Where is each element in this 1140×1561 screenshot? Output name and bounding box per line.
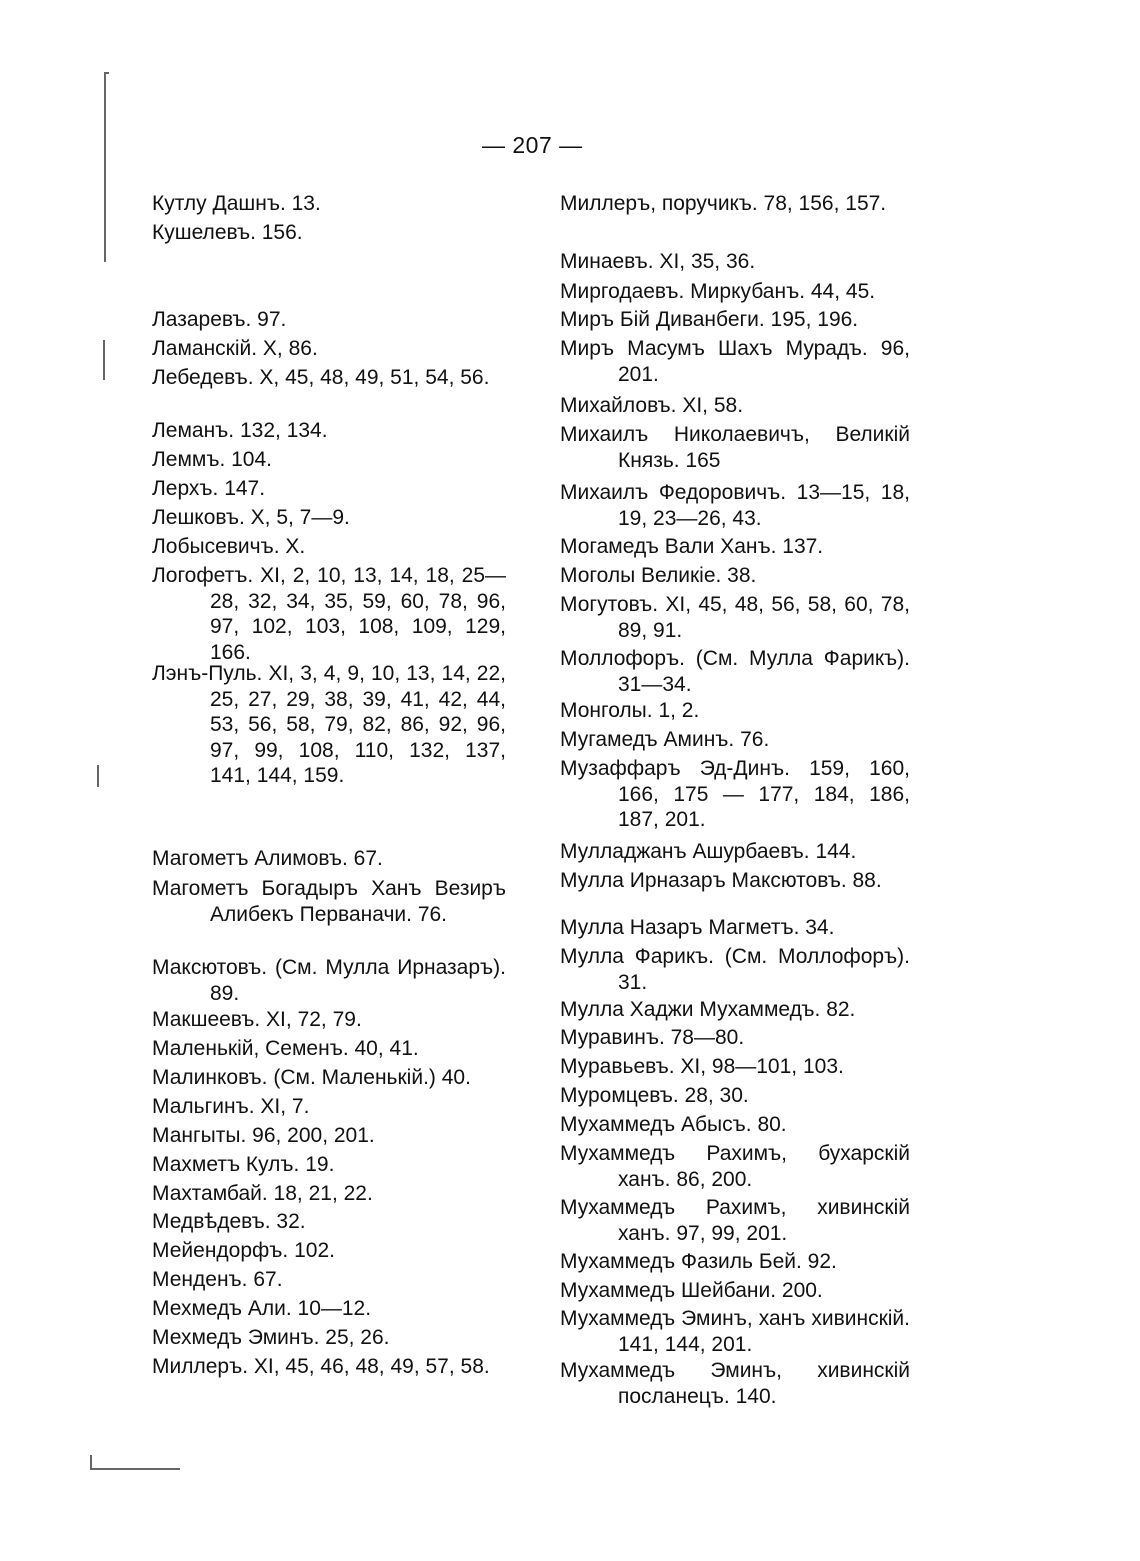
- index-entry: Миллеръ. XI, 45, 46, 48, 49, 57, 58.: [152, 1355, 490, 1378]
- index-entry: Махметъ Кулъ. 19.: [152, 1153, 335, 1176]
- index-entry: Медвѣдевъ. 32.: [152, 1210, 306, 1233]
- index-entry: Лебедевъ. X, 45, 48, 49, 51, 54, 56.: [152, 366, 490, 389]
- index-entry: Лэнъ-Пуль. XI, 3, 4, 9, 10, 13, 14, 22, 25, 27, 29, 38, 39, 41, 42, 44, 53, 56, 58, 79, 82, 86, 92, 96, 97, 99, 108, 110, 132, 137, 141, 144, 159.: [152, 662, 506, 787]
- index-entry: Мухаммедъ Фазиль Бей. 92.: [560, 1250, 837, 1273]
- index-entry: Мулла Ирназаръ Максютовъ. 88.: [560, 869, 882, 892]
- index-entry: Музаффаръ Эд-Динъ. 159, 160, 166, 175 — 177, 184, 186, 187, 201.: [560, 757, 910, 831]
- index-entry: Миръ Масумъ Шахъ Мурадъ. 96, 201.: [560, 337, 910, 386]
- index-entry: Мулла Назаръ Магметъ. 34.: [560, 916, 835, 939]
- index-entry: Лобысевичъ. X.: [152, 535, 306, 558]
- index-entry: Муравинъ. 78—80.: [560, 1026, 745, 1049]
- index-entry: Мулла Хаджи Мухаммедъ. 82.: [560, 998, 856, 1021]
- index-entry: Максютовъ. (См. Мулла Ирназаръ). 89.: [152, 956, 506, 1005]
- index-entry: Мехмедъ Али. 10—12.: [152, 1297, 372, 1320]
- index-entry: Магометъ Богадыръ Ханъ Везиръ Алибекъ Перваначи. 76.: [152, 877, 506, 926]
- index-entry: Лешковъ. X, 5, 7—9.: [152, 506, 350, 529]
- index-entry: Лазаревъ. 97.: [152, 308, 287, 331]
- scan-edge-line: [104, 72, 106, 262]
- index-entry: Лерхъ. 147.: [152, 477, 266, 500]
- scan-edge-mark: [104, 72, 109, 74]
- index-entry: Малинковъ. (См. Маленькій.) 40.: [152, 1066, 471, 1089]
- page-number: — 207 —: [482, 132, 583, 158]
- index-entry: Мухаммедъ Рахимъ, бухарскій ханъ. 86, 200.: [560, 1142, 910, 1191]
- scan-edge-bottom-tick: [90, 1455, 92, 1469]
- scan-edge-mark: [103, 340, 105, 380]
- index-entry: Мухаммедъ Эминъ, ханъ хивинскій. 141, 144, 201.: [560, 1307, 910, 1356]
- index-entry: Минаевъ. XI, 35, 36.: [560, 250, 756, 273]
- index-entry: Михайловъ. XI, 58.: [560, 394, 744, 417]
- scan-edge-mark: [97, 765, 99, 787]
- index-entry: Моллофоръ. (См. Мулла Фарикъ). 31—34.: [560, 647, 910, 696]
- index-entry: Могутовъ. XI, 45, 48, 56, 58, 60, 78, 89, 91.: [560, 593, 910, 642]
- index-entry: Леммъ. 104.: [152, 448, 273, 471]
- index-entry: Моголы Великіе. 38.: [560, 564, 757, 587]
- index-entry: Маленькій, Семенъ. 40, 41.: [152, 1037, 419, 1060]
- index-entry: Муромцевъ. 28, 30.: [560, 1084, 749, 1107]
- index-entry: Михаилъ Федоровичъ. 13—15, 18, 19, 23—26, 43.: [560, 481, 910, 530]
- index-entry: Мулладжанъ Ашурбаевъ. 144.: [560, 840, 857, 863]
- index-entry: Мухаммедъ Эминъ, хивинскій посланецъ. 140.: [560, 1359, 910, 1408]
- index-entry: Махтамбай. 18, 21, 22.: [152, 1182, 373, 1205]
- index-entry: Кутлу Дашнъ. 13.: [152, 192, 321, 215]
- index-entry: Мухаммедъ Абысъ. 80.: [560, 1113, 787, 1136]
- index-entry: Магометъ Алимовъ. 67.: [152, 847, 383, 870]
- index-entry: Мангыты. 96, 200, 201.: [152, 1124, 375, 1147]
- index-entry: Муравьевъ. XI, 98—101, 103.: [560, 1055, 844, 1078]
- index-entry: Кушелевъ. 156.: [152, 221, 303, 244]
- index-entry: Мухаммедъ Шейбани. 200.: [560, 1279, 823, 1302]
- index-entry: Миллеръ, поручикъ. 78, 156, 157.: [560, 192, 887, 215]
- index-entry: Менденъ. 67.: [152, 1268, 283, 1291]
- index-entry: Мугамедъ Аминъ. 76.: [560, 728, 770, 751]
- index-entry: Михаилъ Николаевичъ, Великій Князь. 165: [560, 423, 910, 472]
- scan-edge-bottom: [90, 1468, 180, 1470]
- index-entry: Миргодаевъ. Миркубанъ. 44, 45.: [560, 280, 876, 303]
- index-entry: Могамедъ Вали Ханъ. 137.: [560, 535, 824, 558]
- index-entry: Мухаммедъ Рахимъ, хивинскій ханъ. 97, 99, 201.: [560, 1196, 910, 1245]
- index-entry: Мейендорфъ. 102.: [152, 1239, 335, 1262]
- index-entry: Мальгинъ. XI, 7.: [152, 1095, 310, 1118]
- index-entry: Миръ Бій Диванбеги. 195, 196.: [560, 308, 859, 331]
- index-entry: Ламанскій. X, 86.: [152, 337, 318, 360]
- index-entry: Монголы. 1, 2.: [560, 699, 700, 722]
- index-entry: Мулла Фарикъ. (См. Моллофоръ). 31.: [560, 945, 910, 994]
- index-entry: Макшеевъ. XI, 72, 79.: [152, 1008, 362, 1031]
- index-entry: Логофетъ. XI, 2, 10, 13, 14, 18, 25—28, 32, 34, 35, 59, 60, 78, 96, 97, 102, 103, 108, 109, 129, 166.: [152, 564, 506, 664]
- index-entry: Мехмедъ Эминъ. 25, 26.: [152, 1326, 390, 1349]
- index-entry: Леманъ. 132, 134.: [152, 419, 328, 442]
